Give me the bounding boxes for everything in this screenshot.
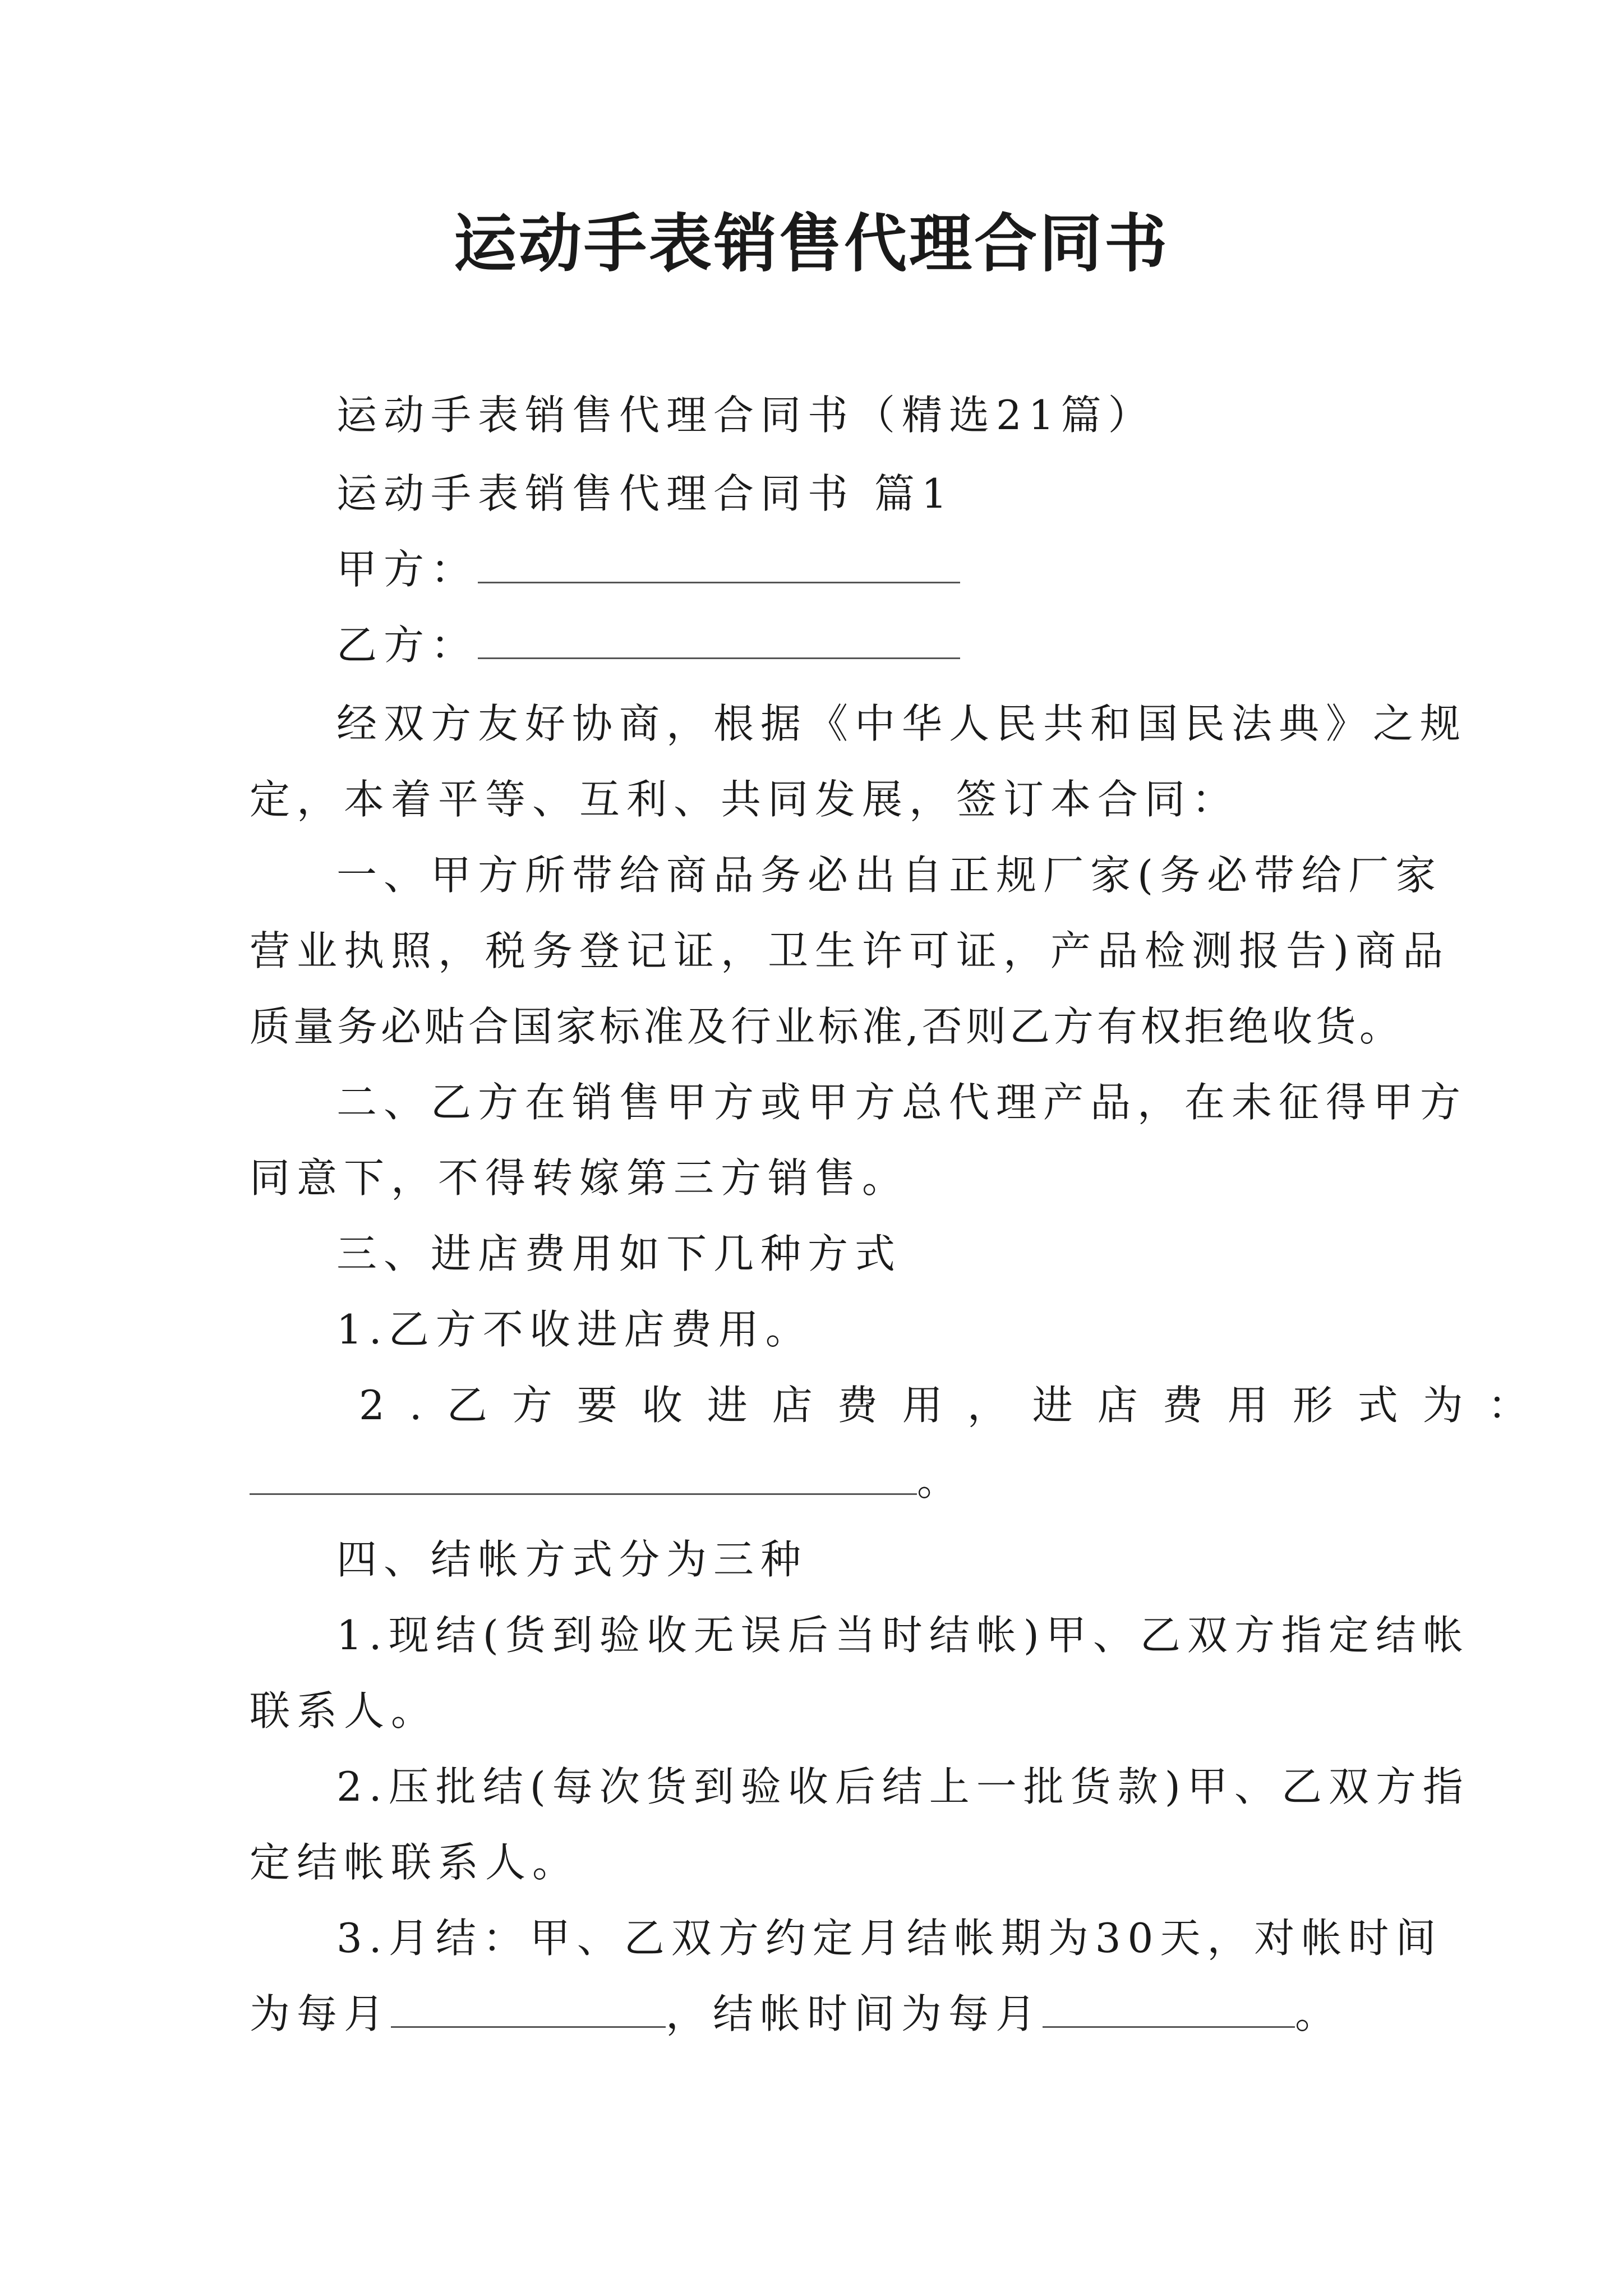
clause-4-item-1-line-2: 联系人。 [250, 1687, 439, 1734]
settle-prefix: ，结帐时间为每月 [666, 1990, 1043, 2037]
clause-3-item-2-end: 。 [917, 1457, 965, 1504]
chapter-heading: 运动手表销售代理合同书 篇1 [336, 470, 954, 517]
clause-3-item-2-fill [250, 1453, 964, 1509]
clause-4-item-3-end: 。 [1295, 1990, 1343, 2037]
clause-4-heading: 四、结帐方式分为三种 [336, 1536, 808, 1583]
party-b-line [336, 617, 960, 673]
reconcile-date-blank [391, 1987, 666, 2028]
clause-1-line-2: 营业执照，税务登记证，卫生许可证，产品检测报告)商品 [250, 927, 1450, 974]
document-subtitle: 运动手表销售代理合同书（精选21篇） [336, 392, 1155, 439]
settle-date-blank [1043, 1987, 1295, 2028]
clause-3-heading: 三、进店费用如下几种方式 [336, 1230, 902, 1277]
intro-line-2: 定，本着平等、互利、共同发展，签订本合同： [250, 776, 1239, 823]
party-a-line [336, 541, 960, 597]
clause-1-line-3: 质量务必贴合国家标准及行业标准,否则乙方有权拒绝收货。 [250, 1003, 1403, 1050]
clause-2-line-2: 同意下，不得转嫁第三方销售。 [250, 1154, 910, 1202]
clause-4-item-3-line-2 [250, 1986, 1342, 2042]
intro-line-1: 经双方友好协商，根据《中华人民共和国民法典》之规 [336, 700, 1468, 747]
party-b-blank [478, 618, 960, 659]
party-a-label: 甲方： [336, 546, 478, 593]
clause-3-item-2: 2.乙方要收进店费用，进店费用形式为： [359, 1382, 1553, 1429]
clause-1-line-1: 一、甲方所带给商品务必出自正规厂家(务必带给厂家 [336, 852, 1443, 899]
clause-4-item-1-line-1: 1.现结(货到验收无误后当时结帐)甲、乙双方指定结帐 [336, 1612, 1470, 1659]
reconcile-prefix: 为每月 [250, 1990, 391, 2037]
clause-4-item-2-line-2: 定结帐联系人。 [250, 1839, 580, 1886]
entry-fee-blank [250, 1454, 917, 1495]
party-b-label: 乙方： [336, 622, 478, 669]
party-a-blank [478, 542, 960, 583]
clause-4-item-3-line-1: 3.月结：甲、乙双方约定月结帐期为30天，对帐时间 [336, 1915, 1443, 1962]
clause-4-item-2-line-1: 2.压批结(每次货到验收后结上一批货款)甲、乙双方指 [336, 1763, 1470, 1810]
clause-2-line-1: 二、乙方在销售甲方或甲方总代理产品，在未征得甲方 [336, 1079, 1468, 1126]
document-title: 运动手表销售代理合同书 [454, 207, 1169, 280]
clause-3-item-1: 1.乙方不收进店费用。 [336, 1306, 813, 1353]
